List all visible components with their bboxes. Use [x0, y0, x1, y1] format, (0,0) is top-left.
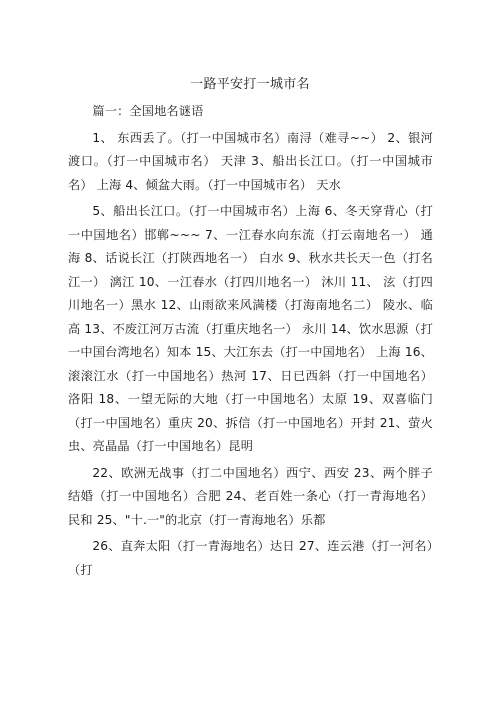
document-title: 一路平安打一城市名 [190, 77, 310, 92]
paragraph: 22、欧洲无战事（打二中国地名）西宁、西安 23、两个胖子结婚（打一中国地名）合肥 24、老百姓一条心（打一青海地名）民和 25、"十.一"的北京（打一青海地名）乐都 [68, 465, 433, 527]
section-heading: 篇一：全国地名谜语 [92, 104, 204, 118]
paragraph: 26、直奔太阳（打一青海地名）达日 27、连云港（打一河名）（打 [68, 539, 433, 577]
document-body [68, 100, 433, 585]
paragraph: 1、 东西丢了。（打一中国城市名）南浔（难寻~~） 2、银河渡口。（打一中国城市名） 天津 3、船出长江口。（打一中国城市名） 上海 4、倾盆大雨。（打一中国城市名） 天水 [68, 130, 433, 192]
paragraph: 5、船出长江口。（打一中国城市名）上海 6、冬天穿背心（打一中国地名）邯郸~~~ 7、一江春水向东流（打云南地名一） 通海 8、话说长江（打陕西地名一） 白水 9、秋水共长天一色（打名江一） 漓江 10、一江春水（打四川地名一） 沐川 11、 泫（打四川地名一）黑水 12、山雨欲来风满楼（打海南地名二） 陵水、临高 13、不废江河万古流（打重庆地名一） 永川 14、饮水思源（打一中国台湾地名）知本 15、大江东去（打一中国地名） 上海 16、滚滚江水（打一中国地名）热河 17、日已西斜（打一中国地名）洛阳 18、一望无际的大地（打一中国地名）太原 19、双喜临门（打一中国地名）重庆 20、拆信（打一中国地名）开封 21、萤火虫、亮晶晶（打一中国地名）昆明 [68, 204, 433, 453]
